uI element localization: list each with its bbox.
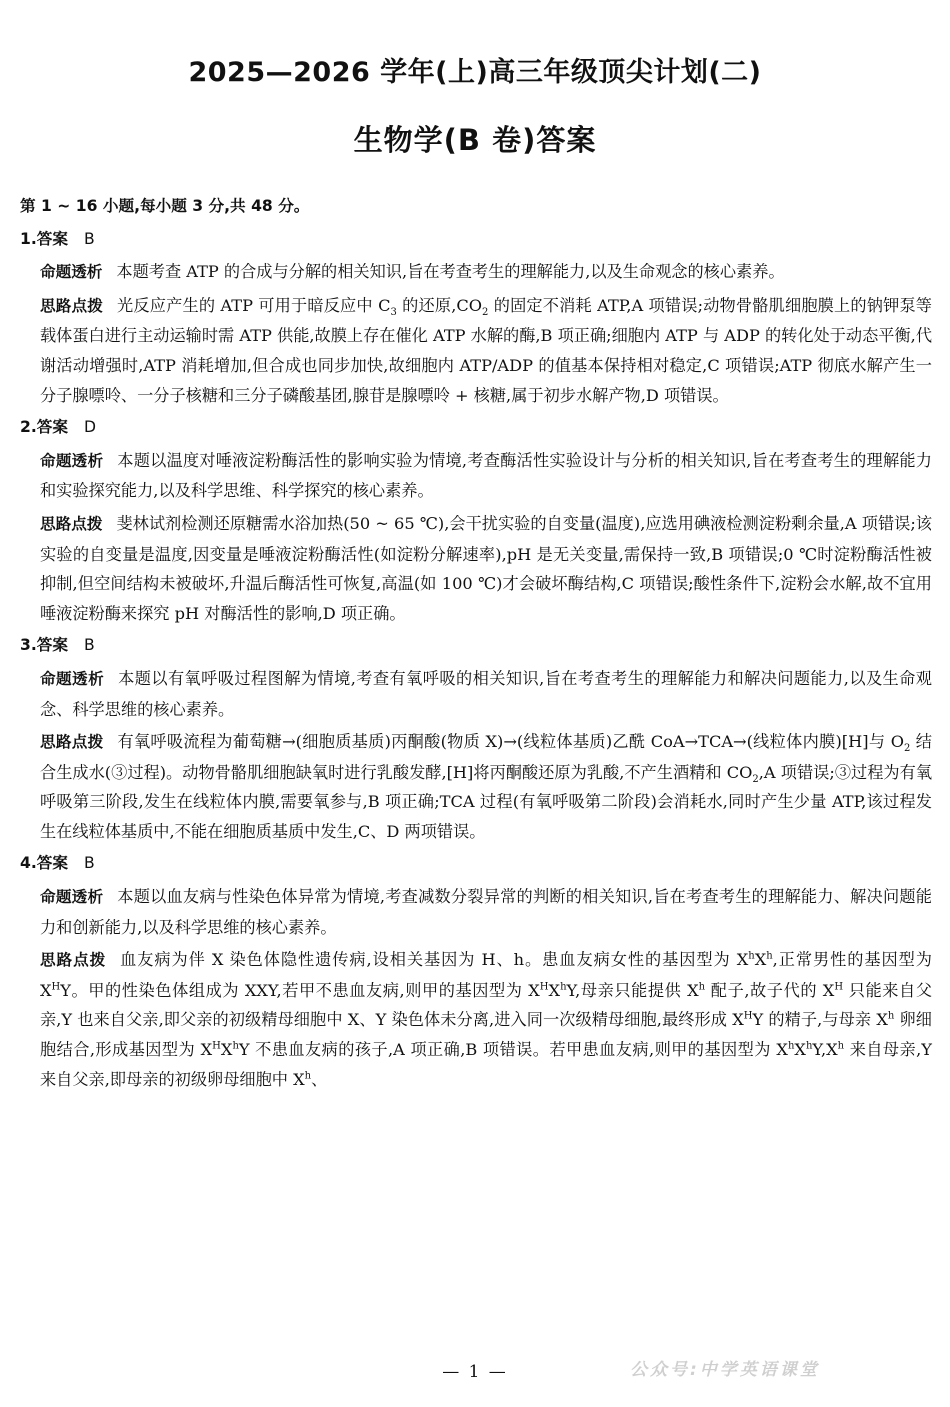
mingti-paragraph (20, 446, 932, 506)
silu-paragraph (20, 945, 932, 1094)
question-number: 4. (20, 854, 37, 873)
silu-paragraph (20, 727, 932, 846)
answer-label: 答案 (36, 854, 68, 873)
answer-content (20, 192, 932, 1094)
mingti-label: 命题透析 (40, 888, 104, 907)
silu-label: 思路点拨 (40, 514, 103, 533)
mingti-text: 本题考查 ATP 的合成与分解的相关知识,旨在考查考生的理解能力,以及生命观念的核心素养。 (116, 262, 785, 282)
mingti-label: 命题透析 (40, 451, 104, 470)
answer-label: 答案 (36, 229, 68, 248)
silu-label: 思路点拨 (40, 951, 107, 970)
answer-value: B (83, 854, 95, 873)
mingti-text: 本题以血友病与性染色体异常为情境,考查减数分裂异常的判断的相关知识,旨在考查考生的理解能力、解决问题能力和创新能力,以及科学思维的核心素养。 (40, 887, 932, 937)
question-number: 3. (20, 636, 37, 655)
page-subtitle: 生物学(B 卷)答案 (353, 123, 597, 157)
silu-text: 光反应产生的 ATP 可用于暗反应中 $C_3$ 的还原$,CO_2$ 的固定不消耗 ATP,A 项错误;动物骨骼肌细胞膜上的钠钾泵等载体蛋白进行主动运输时需 ATP 供能,故膜上存在催化 ATP 水解的酶,B 项正确;细胞内 ATP 与 ADP 的转化处于动态平衡,代谢活动增强时,ATP 消耗增加,但合成也同步加快,故细胞内 ATP/ADP 的值基本保持相对稳定,C 项错误;ATP 彻底水解产生一分子腺嘌呤、一分子核糖和三分子磷酸基团,腺苷是腺嘌呤 + 核糖,属于初步水解产物,D 项错误。 (40, 295, 933, 405)
page-number: — 1 — (442, 1362, 508, 1382)
silu-paragraph (20, 291, 932, 410)
answer-line (20, 225, 932, 255)
answer-line (20, 631, 932, 661)
answer-value: B (83, 229, 95, 248)
answer-value: B (83, 636, 95, 655)
question-number: 1. (20, 229, 37, 248)
page-title: 2025—2026 学年(上)高三年级顶尖计划(二) (188, 57, 762, 88)
silu-paragraph (20, 509, 932, 628)
silu-label: 思路点拨 (40, 296, 104, 315)
silu-text: 血友病为伴 X 染色体隐性遗传病,设相关基因为 H、h。患血友病女性的基因型为 $X^hX^h$,正常男性的基因型为 $X^HY$。甲的性染色体组成为 XXY,若甲不患血友病,则甲的基因型为 $X^HX^hY$,母亲只能提供 $X^h$ 配子,故子代的 $X^H$ 只能来自父亲,Y 也来自父亲,即父亲的初级精母细胞中 X、Y 染色体未分离,进入同一次级精母细胞,最终形成 $X^HY$ 的精子,与母亲 $X^h$ 卵细胞结合,形成基因型为 $X^HX^hY$ 不患血友病的孩子,A 项正确,B 项错误。若甲患血友病,则甲的基因型为 $X^hX^hY,X^h$ 来自母亲,Y 来自父亲,即母亲的初级卵母细胞中 $X^h$、 (40, 950, 933, 1089)
mingti-paragraph (20, 257, 932, 288)
mingti-paragraph (20, 664, 932, 724)
mingti-text: 本题以有氧呼吸过程图解为情境,考查有氧呼吸的相关知识,旨在考查考生的理解能力和解决问题能力,以及生命观念、科学思维的核心素养。 (40, 668, 932, 719)
answer-label: 答案 (36, 636, 68, 655)
watermark: 公众号:中学英语课堂 (630, 1360, 820, 1380)
mingti-text: 本题以温度对唾液淀粉酶活性的影响实验为情境,考查酶活性实验设计与分析的相关知识,旨在考查考生的理解能力和实验探究能力,以及科学思维、科学探究的核心素养。 (40, 450, 932, 501)
silu-text: 有氧呼吸流程为葡萄糖→(细胞质基质)丙酮酸(物质 X)→(线粒体基质)乙酰 CoA→TCA→(线粒体内膜)[H]与 $O_2$ 结合生成水(③过程)。动物骨骼肌细胞缺氧时进行乳酸发酵,[H]将丙酮酸还原为乳酸,不产生酒精和 $CO_2,A$ 项错误;③过程为有氧呼吸第三阶段,发生在线粒体内膜,需要氧参与,B 项正确;TCA 过程(有氧呼吸第二阶段)会消耗水,同时产生少量 ATP,该过程发生在线粒体基质中,不能在细胞质基质中发生,C、D 两项错误。 (40, 732, 933, 841)
answer-line (20, 413, 932, 443)
answer-line (20, 849, 932, 879)
section-intro: 第 1 ~ 16 小题,每小题 3 分,共 48 分。 (20, 197, 310, 215)
mingti-label: 命题透析 (40, 263, 103, 282)
silu-text: 斐林试剂检测还原糖需水浴加热(50 ~ 65 ℃),会干扰实验的自变量(温度),应选用碘液检测淀粉剩余量,A 项错误;该实验的自变量是温度,因变量是唾液淀粉酶活性(如淀粉分解速率),pH 是无关变量,需保持一致,B 项错误;0 ℃时淀粉酶活性被抑制,但空间结构未被破坏,升温后酶活性可恢复,高温(如 100 ℃)才会破坏酶结构,C 项错误;酸性条件下,淀粉会水解,故不宜用唾液淀粉酶来探究 pH 对酶活性的影响,D 项正确。 (40, 513, 932, 623)
answer-label: 答案 (36, 418, 68, 437)
question-list (20, 225, 932, 1095)
answer-value: D (83, 418, 96, 437)
silu-label: 思路点拨 (40, 733, 104, 752)
mingti-paragraph (20, 882, 932, 942)
question-number: 2. (20, 418, 37, 437)
mingti-label: 命题透析 (40, 669, 105, 688)
